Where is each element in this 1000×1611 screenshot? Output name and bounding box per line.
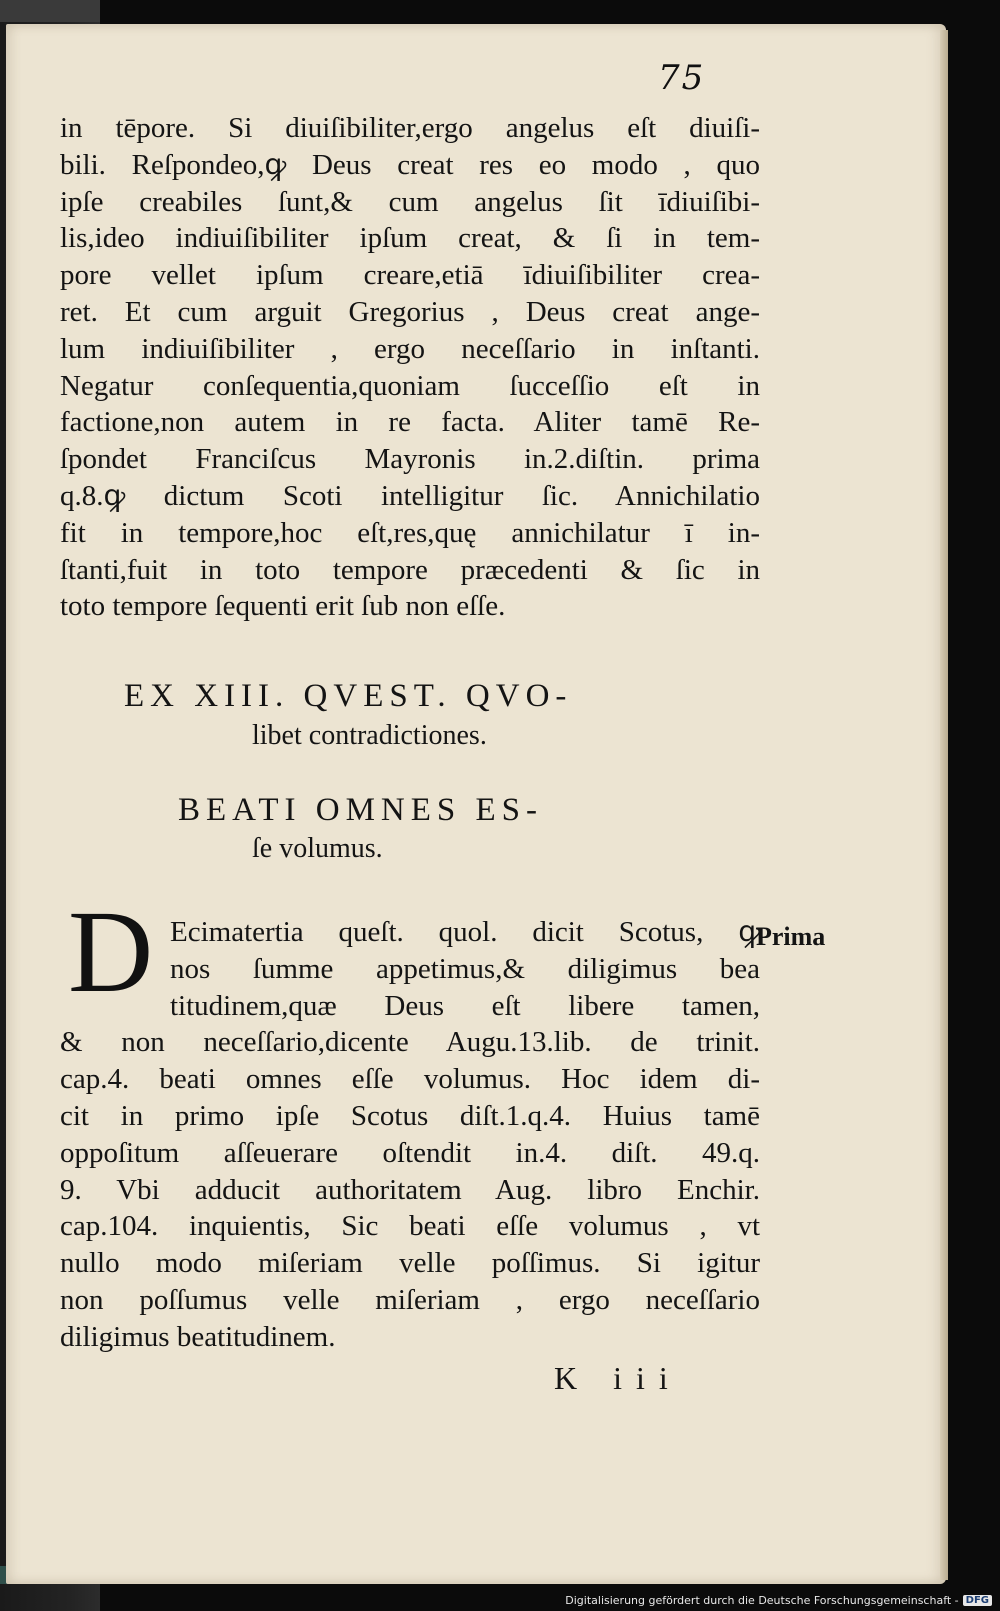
- text-line: oppoſitum aſſeuerare oſtendit in.4. diſt. 49.q.: [60, 1136, 760, 1169]
- section-heading-1: EX XIII. QVEST. QVO-: [124, 678, 573, 714]
- scan-top-corner: [0, 0, 100, 22]
- text-line: fit in tempore,hoc eſt,res,quę annichilatur ī in-: [60, 516, 760, 549]
- text-line: cap.104. inquientis, Sic beati eſſe volumus , vt: [60, 1210, 760, 1243]
- text-line: & non neceſſario,dicente Augu.13.lib. de trinit.: [60, 1026, 760, 1059]
- text-line: titudinem,quæ Deus eſt libere tamen,: [170, 989, 760, 1022]
- text-line: ſtanti,fuit in toto tempore præcedenti & ſic in: [60, 553, 760, 586]
- text-line: ret. Et cum arguit Gregorius , Deus creat ange-: [60, 295, 760, 328]
- page-number: 75: [658, 58, 706, 98]
- section-heading-2-sub: ſe volumus.: [252, 833, 383, 864]
- text-line: toto tempore ſequenti erit ſub non eſſe.: [60, 590, 506, 623]
- marginal-note: Prima: [756, 922, 826, 951]
- page-edge: [940, 30, 948, 1580]
- text-line: lum indiuiſibiliter , ergo neceſſario in inſtanti.: [60, 332, 760, 365]
- text-line: factione,non autem in re facta. Aliter tamē Re-: [60, 406, 760, 439]
- dfg-logo-icon: DFG: [963, 1595, 992, 1606]
- text-line: cit in primo ipſe Scotus diſt.1.q.4. Huius tamē: [60, 1099, 760, 1132]
- text-line: q.8.ꝙ dictum Scoti intelligitur ſic. Annichilatio: [60, 479, 760, 512]
- paragraph-1: [60, 110, 760, 625]
- text-line: lis,ideo indiuiſibiliter ipſum creat, & ſi in tem-: [60, 222, 760, 255]
- digitization-credit: [565, 1594, 992, 1607]
- signature-mark: K iii: [554, 1360, 682, 1396]
- text-line: nos ſumme appetimus,& diligimus bea: [170, 952, 760, 985]
- text-line: diligimus beatitudinem.: [60, 1320, 336, 1353]
- text-line: cap.4. beati omnes eſſe volumus. Hoc idem di-: [60, 1063, 760, 1096]
- text-line: 9. Vbi adducit authoritatem Aug. libro Enchir.: [60, 1173, 760, 1206]
- text-line: ſpondet Franciſcus Mayronis in.2.diſtin. prima: [60, 443, 760, 476]
- text-line: bili. Reſpondeo,ꝙ Deus creat res eo modo , quo: [60, 148, 760, 181]
- section-heading-2: BEATI OMNES ES-: [178, 792, 544, 828]
- credit-text: Digitalisierung gefördert durch die Deutsche Forschungsgemeinschaft -: [565, 1594, 959, 1607]
- text-line: pore vellet ipſum creare,etiā īdiuiſibiliter crea-: [60, 259, 760, 292]
- text-line: in tēpore. Si diuiſibiliter,ergo angelus eſt diuiſi-: [60, 112, 760, 144]
- paragraph-2: [60, 914, 760, 1356]
- drop-cap: D: [68, 886, 154, 1017]
- text-line: ipſe creabiles ſunt,& cum angelus ſit īdiuiſibi-: [60, 185, 760, 218]
- text-line: nullo modo miſeriam velle poſſimus. Si igitur: [60, 1247, 760, 1280]
- text-line: Ecimatertia queſt. quol. dicit Scotus, ꝙ: [170, 916, 760, 948]
- text-line: non poſſumus velle miſeriam , ergo neceſſario: [60, 1283, 760, 1316]
- text-line: Negatur conſequentia,quoniam ſucceſſio eſt in: [60, 369, 760, 402]
- section-heading-1-sub: libet contradictiones.: [252, 720, 487, 751]
